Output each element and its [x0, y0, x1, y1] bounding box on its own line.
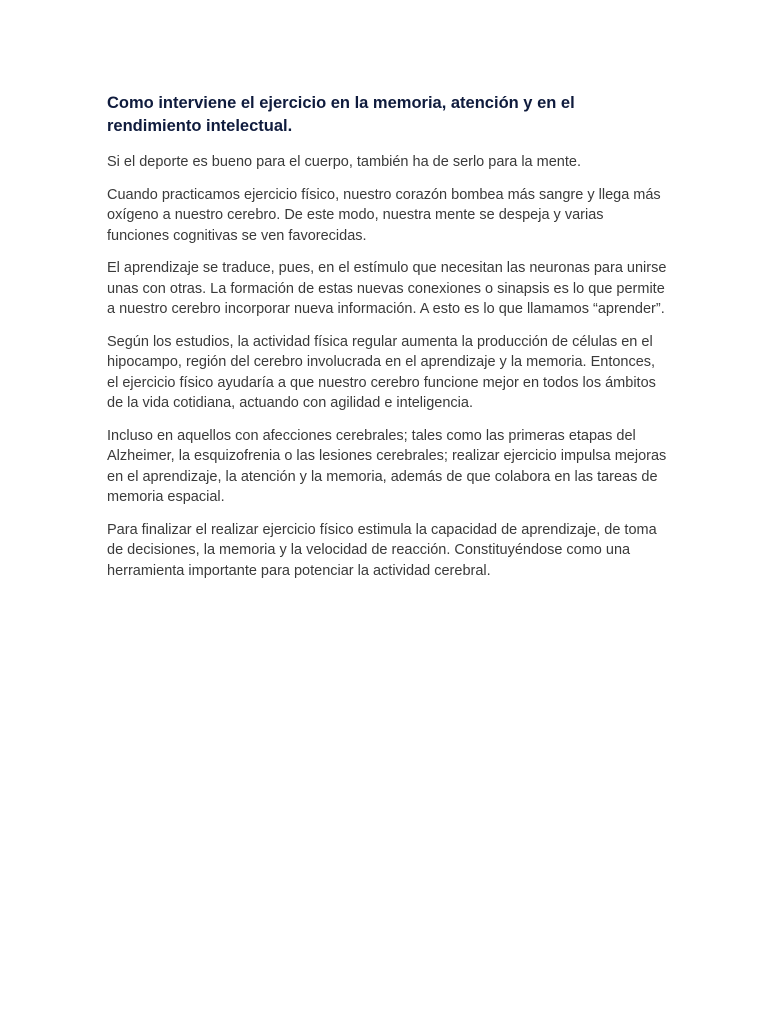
paragraph-6: Para finalizar el realizar ejercicio físico estimula la capacidad de aprendizaje, de toma de decisiones, la memoria y la velocidad de reacción. Constituyéndose como una herramienta importante para potenciar la actividad cerebral. [107, 521, 657, 579]
paragraph-3: El aprendizaje se traduce, pues, en el estímulo que necesitan las neuronas para unirse unas con otras. La formación de estas nuevas conexiones o sinapsis es lo que permite a nuestro cerebro incorporar nueva información. A esto es lo que llamamos “aprender”. [107, 260, 667, 317]
paragraph-4: Según los estudios, la actividad física regular aumenta la producción de células en el hipocampo, región del cerebro involucrada en el aprendizaje y la memoria. Entonces, el ejercicio físico ayudaría a que nuestro cerebro funcione mejor en todos los ámbitos de la vida cotidiana, actuando con agilidad e inteligencia. [107, 333, 656, 411]
paragraph-1: Si el deporte es bueno para el cuerpo, también ha de serlo para la mente. [107, 154, 581, 170]
document-title: Como interviene el ejercicio en la memoria, atención y en el rendimiento intelectual. [107, 94, 575, 135]
paragraph-2: Cuando practicamos ejercicio físico, nuestro corazón bombea más sangre y llega más oxígeno a nuestro cerebro. De este modo, nuestra mente se despeja y varias funciones cognitivas se ven favorecidas. [107, 186, 661, 244]
paragraph-5: Incluso en aquellos con afecciones cerebrales; tales como las primeras etapas del Alzheimer, la esquizofrenia o las lesiones cerebrales; realizar ejercicio impulsa mejoras en el aprendizaje, la atención y la memoria, además de que colabora en las tareas de memoria espacial. [107, 427, 667, 505]
document-body [107, 92, 667, 593]
